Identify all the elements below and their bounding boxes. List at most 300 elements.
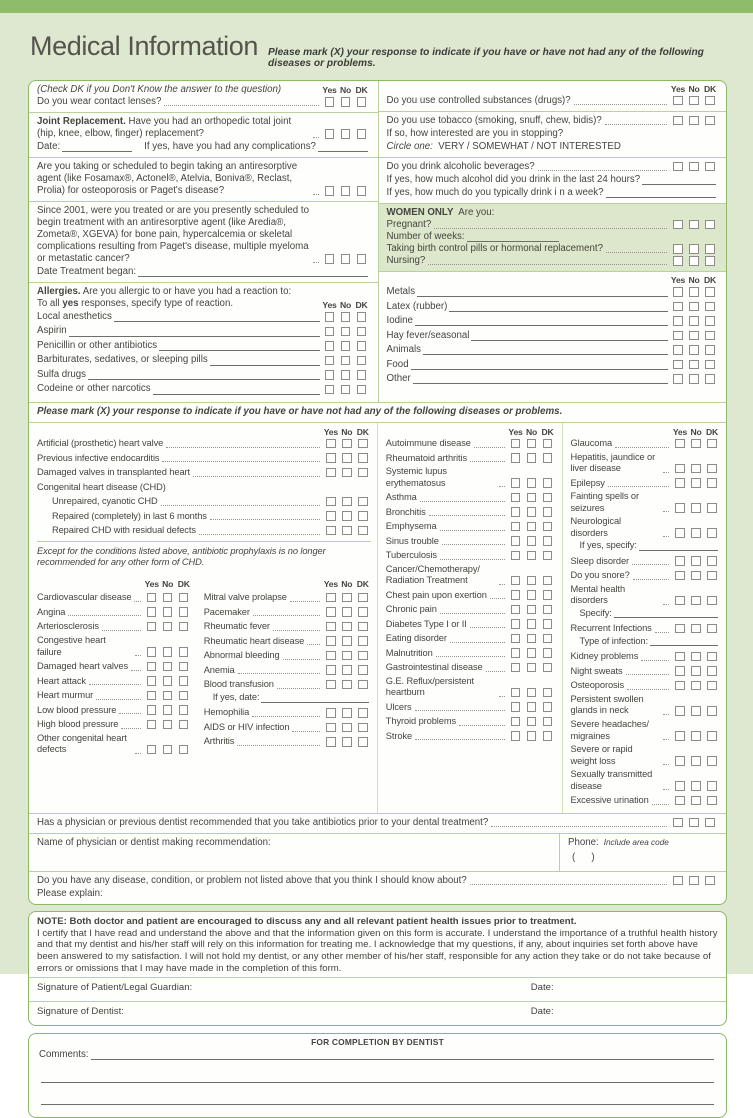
checkbox-no[interactable] — [527, 634, 537, 644]
checkbox-yes[interactable] — [673, 220, 683, 230]
checkbox-yes[interactable] — [326, 497, 336, 507]
checkbox-no[interactable] — [341, 327, 351, 337]
checkbox-dk[interactable] — [357, 129, 367, 139]
checkbox-yes[interactable] — [675, 781, 685, 791]
checkbox-dk[interactable] — [543, 453, 553, 463]
checkbox-dk[interactable] — [705, 96, 715, 106]
checkbox-yes[interactable] — [326, 511, 336, 521]
checkbox-no[interactable] — [691, 706, 701, 716]
checkbox-no[interactable] — [341, 370, 351, 380]
checkbox-no[interactable] — [163, 745, 173, 755]
checkbox-yes[interactable] — [147, 745, 157, 755]
comments-field[interactable] — [91, 1050, 714, 1060]
checkbox-no[interactable] — [342, 636, 352, 646]
checkbox-no[interactable] — [691, 781, 701, 791]
checkbox-yes[interactable] — [673, 302, 683, 312]
checkbox-yes[interactable] — [675, 478, 685, 488]
checkbox-yes[interactable] — [675, 439, 685, 449]
checkbox-yes[interactable] — [511, 551, 521, 561]
checkbox-no[interactable] — [527, 576, 537, 586]
checkbox-dk[interactable] — [358, 511, 368, 521]
checkbox-dk[interactable] — [707, 652, 717, 662]
checkbox-yes[interactable] — [325, 254, 335, 264]
checkbox-dk[interactable] — [707, 439, 717, 449]
write-in-line[interactable] — [639, 541, 718, 551]
checkbox-yes[interactable] — [325, 129, 335, 139]
checkbox-dk[interactable] — [543, 663, 553, 673]
checkbox-dk[interactable] — [543, 536, 553, 546]
checkbox-no[interactable] — [163, 691, 173, 701]
write-in-line[interactable] — [471, 331, 668, 341]
checkbox-yes[interactable] — [673, 256, 683, 266]
checkbox-no[interactable] — [163, 705, 173, 715]
checkbox-yes[interactable] — [511, 663, 521, 673]
checkbox-no[interactable] — [689, 876, 699, 886]
checkbox-yes[interactable] — [673, 360, 683, 370]
checkbox-yes[interactable] — [511, 507, 521, 517]
checkbox-no[interactable] — [691, 439, 701, 449]
checkbox-yes[interactable] — [675, 681, 685, 691]
checkbox-no[interactable] — [342, 708, 352, 718]
checkbox-no[interactable] — [689, 220, 699, 230]
checkbox-no[interactable] — [691, 556, 701, 566]
checkbox-no[interactable] — [691, 731, 701, 741]
checkbox-yes[interactable] — [511, 493, 521, 503]
checkbox-no[interactable] — [689, 345, 699, 355]
write-in-line[interactable] — [159, 341, 319, 351]
checkbox-no[interactable] — [691, 796, 701, 806]
checkbox-no[interactable] — [691, 464, 701, 474]
checkbox-dk[interactable] — [357, 254, 367, 264]
checkbox-no[interactable] — [341, 341, 351, 351]
checkbox-yes[interactable] — [511, 439, 521, 449]
date-patient-field[interactable]: Date: — [530, 982, 554, 994]
checkbox-yes[interactable] — [326, 593, 336, 603]
checkbox-yes[interactable] — [325, 97, 335, 107]
checkbox-yes[interactable] — [326, 680, 336, 690]
checkbox-dk[interactable] — [707, 706, 717, 716]
checkbox-yes[interactable] — [675, 706, 685, 716]
checkbox-dk[interactable] — [705, 256, 715, 266]
weeks-field[interactable] — [467, 232, 559, 242]
checkbox-yes[interactable] — [325, 341, 335, 351]
checkbox-dk[interactable] — [707, 681, 717, 691]
checkbox-yes[interactable] — [511, 605, 521, 615]
checkbox-yes[interactable] — [511, 590, 521, 600]
checkbox-no[interactable] — [691, 478, 701, 488]
checkbox-no[interactable] — [691, 624, 701, 634]
checkbox-yes[interactable] — [326, 665, 336, 675]
circle-one-options[interactable]: VERY / SOMEWHAT / NOT INTERESTED — [432, 140, 621, 152]
checkbox-dk[interactable] — [707, 731, 717, 741]
checkbox-dk[interactable] — [358, 622, 368, 632]
checkbox-yes[interactable] — [511, 619, 521, 629]
checkbox-yes[interactable] — [675, 731, 685, 741]
checkbox-no[interactable] — [527, 731, 537, 741]
checkbox-yes[interactable] — [673, 818, 683, 828]
dotted-leader — [486, 671, 505, 672]
checkbox-dk[interactable] — [707, 503, 717, 513]
checkbox-no[interactable] — [689, 316, 699, 326]
checkbox-dk[interactable] — [705, 220, 715, 230]
checkbox-no[interactable] — [342, 665, 352, 675]
checkbox-dk[interactable] — [357, 341, 367, 351]
checkbox-dk[interactable] — [358, 593, 368, 603]
checkbox-yes[interactable] — [147, 607, 157, 617]
checkbox-no[interactable] — [163, 622, 173, 632]
checkbox-yes[interactable] — [326, 737, 336, 747]
checkbox-no[interactable] — [691, 666, 701, 676]
checkbox-yes[interactable] — [326, 723, 336, 733]
checkbox-no[interactable] — [341, 97, 351, 107]
complications-field[interactable] — [318, 142, 368, 152]
checkbox-yes[interactable] — [325, 356, 335, 366]
checkbox-no[interactable] — [527, 536, 537, 546]
checkbox-no[interactable] — [342, 607, 352, 617]
checkbox-no[interactable] — [689, 360, 699, 370]
checkbox-no[interactable] — [163, 720, 173, 730]
checkbox-dk[interactable] — [707, 756, 717, 766]
checkbox-dk[interactable] — [707, 624, 717, 634]
checkbox-yes[interactable] — [511, 576, 521, 586]
checkbox-yes[interactable] — [326, 651, 336, 661]
checkbox-dk[interactable] — [707, 464, 717, 474]
checkbox-no[interactable] — [691, 571, 701, 581]
write-in-line[interactable] — [261, 693, 368, 703]
checkbox-no[interactable] — [689, 374, 699, 384]
checkbox-dk[interactable] — [543, 634, 553, 644]
checkbox-dk[interactable] — [543, 731, 553, 741]
comments-line-2[interactable] — [41, 1061, 714, 1083]
checkbox-dk[interactable] — [358, 651, 368, 661]
checkbox-yes[interactable] — [675, 556, 685, 566]
date-treatment-field[interactable] — [138, 267, 367, 277]
checkbox-dk[interactable] — [179, 607, 189, 617]
write-in-line[interactable] — [114, 312, 320, 322]
checkbox-yes[interactable] — [326, 439, 336, 449]
checkbox-yes[interactable] — [511, 453, 521, 463]
comments-line-3[interactable] — [41, 1083, 714, 1105]
checkbox-no[interactable] — [527, 590, 537, 600]
checkbox-dk[interactable] — [357, 356, 367, 366]
checkbox-no[interactable] — [689, 162, 699, 172]
checkbox-no[interactable] — [527, 717, 537, 727]
checkbox-yes[interactable] — [511, 731, 521, 741]
write-in-line[interactable] — [423, 345, 668, 355]
checkbox-yes[interactable] — [675, 528, 685, 538]
checkbox-dk[interactable] — [705, 316, 715, 326]
write-in-line[interactable] — [88, 370, 319, 380]
checkbox-dk[interactable] — [705, 374, 715, 384]
checkbox-yes[interactable] — [511, 522, 521, 532]
checkbox-yes[interactable] — [326, 636, 336, 646]
checkbox-no[interactable] — [342, 737, 352, 747]
checkbox-dk[interactable] — [705, 360, 715, 370]
checkbox-yes[interactable] — [673, 876, 683, 886]
checkbox-yes[interactable] — [673, 331, 683, 341]
checkbox-yes[interactable] — [325, 327, 335, 337]
checkbox-yes[interactable] — [673, 116, 683, 126]
write-in-line[interactable] — [210, 356, 320, 366]
checkbox-yes[interactable] — [325, 385, 335, 395]
checkbox-dk[interactable] — [358, 665, 368, 675]
checkbox-no[interactable] — [527, 551, 537, 561]
checkbox-no[interactable] — [341, 129, 351, 139]
checkbox-yes[interactable] — [675, 596, 685, 606]
checkbox-no[interactable] — [527, 453, 537, 463]
checkbox-dk[interactable] — [705, 116, 715, 126]
yes-no-dk-header — [571, 427, 720, 438]
checkbox-dk[interactable] — [357, 327, 367, 337]
checkbox-dk[interactable] — [543, 590, 553, 600]
checkbox-no[interactable] — [689, 96, 699, 106]
checkbox-dk[interactable] — [358, 680, 368, 690]
checkbox-dk[interactable] — [543, 702, 553, 712]
checkbox-no[interactable] — [527, 688, 537, 698]
checkbox-yes[interactable] — [147, 593, 157, 603]
checkbox-yes[interactable] — [673, 162, 683, 172]
checkbox-no[interactable] — [691, 652, 701, 662]
checkbox-yes[interactable] — [147, 647, 157, 657]
checkbox-dk[interactable] — [179, 691, 189, 701]
checkbox-dk[interactable] — [179, 745, 189, 755]
checkbox-no[interactable] — [163, 662, 173, 672]
checkbox-yes[interactable] — [147, 720, 157, 730]
checkbox-dk[interactable] — [707, 478, 717, 488]
checkbox-yes[interactable] — [147, 662, 157, 672]
checkbox-no[interactable] — [342, 468, 352, 478]
checkbox-yes[interactable] — [511, 478, 521, 488]
checkbox-yes[interactable] — [326, 453, 336, 463]
checkbox-dk[interactable] — [179, 647, 189, 657]
checkbox-yes[interactable] — [147, 622, 157, 632]
checkbox-no[interactable] — [342, 680, 352, 690]
write-in-line[interactable] — [411, 360, 668, 370]
checkbox-no[interactable] — [342, 453, 352, 463]
checkbox-dk[interactable] — [543, 522, 553, 532]
checkbox-yes[interactable] — [673, 244, 683, 254]
checkbox-yes[interactable] — [675, 571, 685, 581]
checkbox-yes[interactable] — [511, 634, 521, 644]
checkbox-dk[interactable] — [543, 648, 553, 658]
checkbox-yes[interactable] — [511, 688, 521, 698]
checkbox-no[interactable] — [689, 302, 699, 312]
checkbox-dk[interactable] — [707, 571, 717, 581]
checkbox-no[interactable] — [527, 478, 537, 488]
checkbox-no[interactable] — [527, 605, 537, 615]
checkbox-yes[interactable] — [326, 622, 336, 632]
checkbox-no[interactable] — [689, 287, 699, 297]
checkbox-dk[interactable] — [358, 453, 368, 463]
alcohol-week-field[interactable] — [606, 188, 717, 198]
checkbox-no[interactable] — [527, 507, 537, 517]
checkbox-yes[interactable] — [326, 607, 336, 617]
checkbox-no[interactable] — [527, 663, 537, 673]
checkbox-no[interactable] — [527, 648, 537, 658]
checkbox-dk[interactable] — [705, 244, 715, 254]
checkbox-yes[interactable] — [147, 676, 157, 686]
checkbox-yes[interactable] — [673, 316, 683, 326]
checkbox-dk[interactable] — [543, 439, 553, 449]
write-in-line[interactable] — [650, 636, 718, 646]
checkbox-dk[interactable] — [358, 607, 368, 617]
checkbox-no[interactable] — [527, 439, 537, 449]
date-dentist-field[interactable]: Date: — [530, 1006, 554, 1018]
checkbox-dk[interactable] — [707, 556, 717, 566]
checkbox-dk[interactable] — [358, 737, 368, 747]
checkbox-yes[interactable] — [147, 691, 157, 701]
phone-area-field[interactable]: ( ) — [572, 851, 595, 863]
checkbox-dk[interactable] — [707, 796, 717, 806]
checkbox-yes[interactable] — [673, 374, 683, 384]
checkbox-no[interactable] — [163, 647, 173, 657]
checkbox-dk[interactable] — [179, 676, 189, 686]
checkbox-yes[interactable] — [325, 186, 335, 196]
physician-name-field[interactable]: Name of physician or dentist making recommendation: — [37, 836, 271, 848]
write-in-line[interactable] — [449, 302, 668, 312]
write-in-line[interactable] — [69, 327, 320, 337]
checkbox-no[interactable] — [691, 596, 701, 606]
allergy-item — [37, 383, 370, 396]
checkbox-no[interactable] — [342, 651, 352, 661]
date-field[interactable] — [62, 142, 132, 152]
checkbox-dk[interactable] — [357, 97, 367, 107]
checkbox-yes[interactable] — [673, 96, 683, 106]
checkbox-dk[interactable] — [707, 781, 717, 791]
checkbox-no[interactable] — [341, 385, 351, 395]
checkbox-yes[interactable] — [326, 708, 336, 718]
checkbox-yes[interactable] — [326, 526, 336, 536]
checkbox-no[interactable] — [691, 756, 701, 766]
checkbox-no[interactable] — [342, 439, 352, 449]
checkbox-no[interactable] — [342, 593, 352, 603]
checkbox-yes[interactable] — [673, 287, 683, 297]
checkbox-dk[interactable] — [358, 439, 368, 449]
checkbox-no[interactable] — [342, 497, 352, 507]
checkbox-dk[interactable] — [543, 619, 553, 629]
checkbox-yes[interactable] — [675, 666, 685, 676]
signature-dentist-field[interactable]: Signature of Dentist: — [37, 1006, 124, 1018]
tobacco-stop-question: If so, how interested are you in stopping? — [386, 127, 564, 139]
checkbox-dk[interactable] — [179, 593, 189, 603]
checkbox-dk[interactable] — [543, 507, 553, 517]
checkbox-no[interactable] — [689, 256, 699, 266]
checkbox-no[interactable] — [689, 331, 699, 341]
checkbox-yes[interactable] — [673, 345, 683, 355]
checkbox-dk[interactable] — [543, 576, 553, 586]
checkbox-dk[interactable] — [705, 818, 715, 828]
checkbox-yes[interactable] — [675, 464, 685, 474]
checkbox-dk[interactable] — [358, 708, 368, 718]
checkbox-no[interactable] — [341, 254, 351, 264]
checkbox-no[interactable] — [163, 607, 173, 617]
checkbox-dk[interactable] — [705, 876, 715, 886]
checkbox-dk[interactable] — [179, 705, 189, 715]
checkbox-yes[interactable] — [675, 796, 685, 806]
write-in-line[interactable] — [413, 374, 668, 384]
checkbox-dk[interactable] — [357, 186, 367, 196]
write-in-line[interactable] — [153, 385, 320, 395]
checkbox-no[interactable] — [342, 723, 352, 733]
checkbox-dk[interactable] — [358, 723, 368, 733]
checkbox-yes[interactable] — [325, 312, 335, 322]
checkbox-no[interactable] — [341, 186, 351, 196]
checkbox-no[interactable] — [691, 528, 701, 538]
checkbox-no[interactable] — [689, 818, 699, 828]
checkbox-dk[interactable] — [707, 666, 717, 676]
checkbox-no[interactable] — [691, 503, 701, 513]
checkbox-dk[interactable] — [705, 345, 715, 355]
checkbox-dk[interactable] — [357, 385, 367, 395]
checkbox-yes[interactable] — [511, 702, 521, 712]
checkbox-no[interactable] — [527, 522, 537, 532]
checkbox-group — [322, 312, 370, 323]
signature-patient-field[interactable]: Signature of Patient/Legal Guardian: — [37, 982, 193, 994]
checkbox-no[interactable] — [163, 593, 173, 603]
checkbox-no[interactable] — [342, 526, 352, 536]
checkbox-yes[interactable] — [675, 652, 685, 662]
checkbox-dk[interactable] — [358, 468, 368, 478]
checkbox-dk[interactable] — [357, 370, 367, 380]
checkbox-dk[interactable] — [179, 720, 189, 730]
checkbox-dk[interactable] — [707, 596, 717, 606]
checkbox-yes[interactable] — [511, 536, 521, 546]
checkbox-yes[interactable] — [675, 624, 685, 634]
checkbox-dk[interactable] — [543, 493, 553, 503]
checkbox-no[interactable] — [527, 619, 537, 629]
checkbox-dk[interactable] — [705, 302, 715, 312]
checkbox-dk[interactable] — [705, 162, 715, 172]
checkbox-dk[interactable] — [705, 287, 715, 297]
checkbox-no[interactable] — [527, 493, 537, 503]
checkbox-dk[interactable] — [543, 551, 553, 561]
checkbox-no[interactable] — [689, 116, 699, 126]
checkbox-no[interactable] — [341, 312, 351, 322]
checkbox-no[interactable] — [691, 681, 701, 691]
checkbox-yes[interactable] — [675, 756, 685, 766]
checkbox-no[interactable] — [527, 702, 537, 712]
checkbox-dk[interactable] — [358, 636, 368, 646]
checkbox-dk[interactable] — [543, 688, 553, 698]
checkbox-yes[interactable] — [511, 648, 521, 658]
write-in-line[interactable] — [614, 608, 718, 618]
write-in-line[interactable] — [417, 287, 668, 297]
checkbox-dk[interactable] — [358, 497, 368, 507]
checkbox-dk[interactable] — [705, 331, 715, 341]
checkbox-dk[interactable] — [179, 622, 189, 632]
checkbox-no[interactable] — [342, 511, 352, 521]
checkbox-no[interactable] — [341, 356, 351, 366]
checkbox-dk[interactable] — [179, 662, 189, 672]
checkbox-dk[interactable] — [543, 717, 553, 727]
checkbox-dk[interactable] — [543, 605, 553, 615]
checkbox-no[interactable] — [163, 676, 173, 686]
checkbox-no[interactable] — [342, 622, 352, 632]
checkbox-dk[interactable] — [357, 312, 367, 322]
checkbox-dk[interactable] — [707, 528, 717, 538]
checkbox-yes[interactable] — [511, 717, 521, 727]
alcohol-24h-field[interactable] — [642, 175, 716, 185]
checkbox-yes[interactable] — [325, 370, 335, 380]
write-in-line[interactable] — [415, 316, 668, 326]
checkbox-dk[interactable] — [358, 526, 368, 536]
checkbox-yes[interactable] — [326, 468, 336, 478]
checkbox-no[interactable] — [689, 244, 699, 254]
checkbox-dk[interactable] — [543, 478, 553, 488]
checkbox-yes[interactable] — [675, 503, 685, 513]
please-explain-field[interactable]: Please explain: — [37, 887, 103, 899]
checkbox-yes[interactable] — [147, 705, 157, 715]
